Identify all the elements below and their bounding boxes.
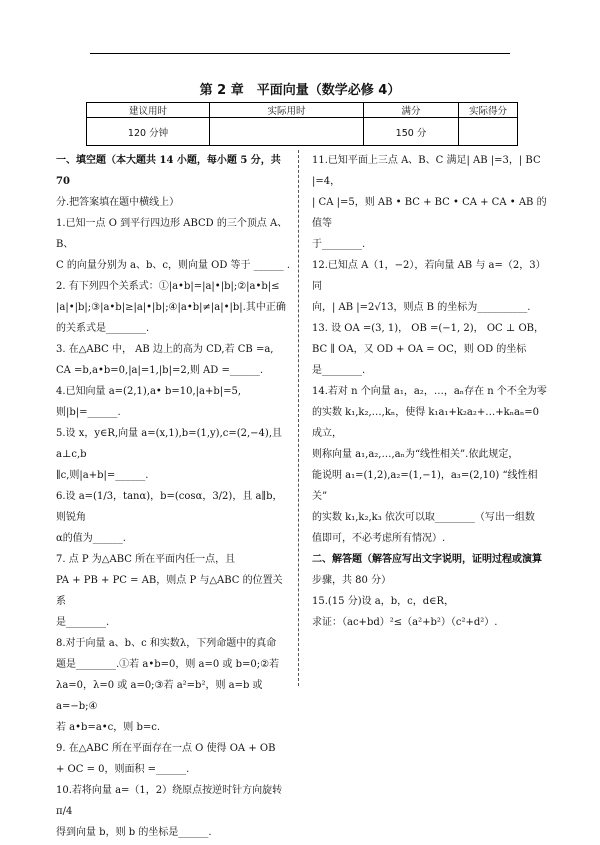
- text-line: + OC = 0，则面积 =______.: [56, 764, 190, 775]
- text-line: 的实数 k₁,k₂,…,kₙ，使得 k₁a₁+k₂a₂+…+kₙaₙ=0 成立，: [312, 407, 540, 439]
- text-line: | CA |=5，则 AB • BC + BC • CA + CA • AB 的值等: [312, 197, 547, 229]
- score-table-header: 建议用时: [87, 103, 210, 118]
- text-line: 值即可，不必考虑所有情况）.: [312, 533, 446, 544]
- text-line: 的实数 k₁,k₂,k₃ 依次可以取________（写出一组数: [312, 512, 535, 523]
- text-line: 题是________.①若 a•b=0，则 a=0 或 b=0;②若: [56, 659, 280, 670]
- score-table-header: 实际得分: [459, 103, 518, 118]
- question-3: 3. 在△ABC 中， AB 边上的高为 CD,若 CB =a,: [56, 344, 274, 355]
- section-heading: 二、解答题（解答应写出文字说明，证明过程或演算: [312, 554, 542, 565]
- score-table-header: 满分: [364, 103, 459, 118]
- text-line: PA + PB + PC = AB，则点 P 与△ABC 的位置关系: [56, 575, 283, 607]
- question-1: 1.已知一点 O 到平行四边形 ABCD 的三个顶点 A、B、: [56, 218, 288, 250]
- text-line: 是________.: [312, 365, 366, 376]
- text-line: 求证：（ac+bd）²≤（a²+b²）（c²+d²）.: [312, 617, 498, 628]
- score-table-cell: [210, 118, 364, 146]
- question-12: 12.已知点 A（1，−2），若向量 AB 与 a=（2，3）同: [312, 260, 546, 292]
- question-8: 8.对于向量 a、b、c 和实数λ，下列命题中的真命: [56, 638, 277, 649]
- score-table-cell: 120 分钟: [87, 118, 210, 146]
- text-line: λa=0，λ=0 或 a=0;③若 a²=b²，则 a=b 或 a=−b;④: [56, 680, 263, 712]
- section-heading: 一、填空题（本大题共 14 小题，每小题 5 分，共 70: [56, 155, 281, 187]
- text-line: C 的向量分别为 a、b、c，则向量 OD 等于 ______ .: [56, 260, 291, 271]
- text-line: ∥c,则|a+b|=______.: [56, 470, 149, 481]
- text-line: 则称向量 a₁,a₂,…,aₙ为“线性相关”.依此规定，: [312, 449, 519, 460]
- text-line: 能说明 a₁=(1,2),a₂=(1,−1)，a₃=(2,10) “线性相关”: [312, 470, 538, 502]
- score-table-cell: 150 分: [364, 118, 459, 146]
- question-6: 6.设 a=(1/3，tanα)，b=(cosα，3/2)，且 a∥b，则锐角: [56, 491, 283, 523]
- text-line: 步骤，共 80 分）: [312, 575, 392, 586]
- text-line: 得到向量 b，则 b 的坐标是______.: [56, 827, 212, 838]
- question-10: 10.若将向量 a=（1，2）绕原点按逆时针方向旋转 π/4: [56, 785, 283, 817]
- question-9: 9. 在△ABC 所在平面存在一点 O 使得 OA + OB: [56, 743, 276, 754]
- text-line: 是________.: [56, 617, 110, 628]
- text-line: 于________.: [312, 239, 366, 250]
- text-line: 分.把答案填在题中横线上）: [56, 197, 180, 208]
- question-13: 13. 设 OA =(3, 1)， OB =(−1, 2)， OC ⊥ OB，: [312, 323, 545, 334]
- score-table-header: 实际用时: [210, 103, 364, 118]
- question-5: 5.设 x，y∈R,向量 a=(x,1),b=(1,y),c=(2,−4),且 a⊥c,b: [56, 428, 282, 460]
- text-line: 的关系式是________.: [56, 323, 150, 334]
- left-column: [56, 150, 292, 843]
- text-line: 向，| AB |=2√13，则点 B 的坐标为__________.: [312, 302, 531, 313]
- score-table-cell: [459, 118, 518, 146]
- score-table: [86, 102, 518, 146]
- text-line: CA =b,a•b=0,|a|=1,|b|=2,则 AD =______.: [56, 365, 264, 376]
- right-column: [312, 150, 552, 633]
- question-4: 4.已知向量 a=(2,1),a• b=10,|a+b|=5,则|b|=______.: [56, 386, 242, 418]
- question-7: 7. 点 P 为△ABC 所在平面内任一点，且: [56, 554, 236, 565]
- question-15: 15.(15 分)设 a，b，c，d∈R，: [312, 596, 455, 607]
- question-2: 2. 有下列四个关系式：①|a•b|=|a|•|b|;②|a•b|≤: [56, 281, 280, 292]
- text-line: α的值为______.: [56, 533, 126, 544]
- column-divider: [298, 150, 299, 686]
- text-line: BC ∥ OA，又 OD + OA = OC，则 OD 的坐标: [312, 344, 527, 355]
- question-14: 14.若对 n 个向量 a₁，a₂，…，aₙ存在 n 个不全为零: [312, 386, 547, 397]
- text-line: 若 a•b=a•c，则 b=c.: [56, 722, 161, 733]
- page-title: 第 2 章 平面向量（数学必修 4）: [199, 83, 401, 98]
- header-rule: [90, 53, 510, 54]
- text-line: |a|•|b|;③|a•b|≥|a|•|b|;④|a•b|≠|a|•|b|.其中正确: [56, 302, 286, 313]
- question-11: 11.已知平面上三点 A、B、C 满足| AB |=3，| BC |=4，: [312, 155, 541, 187]
